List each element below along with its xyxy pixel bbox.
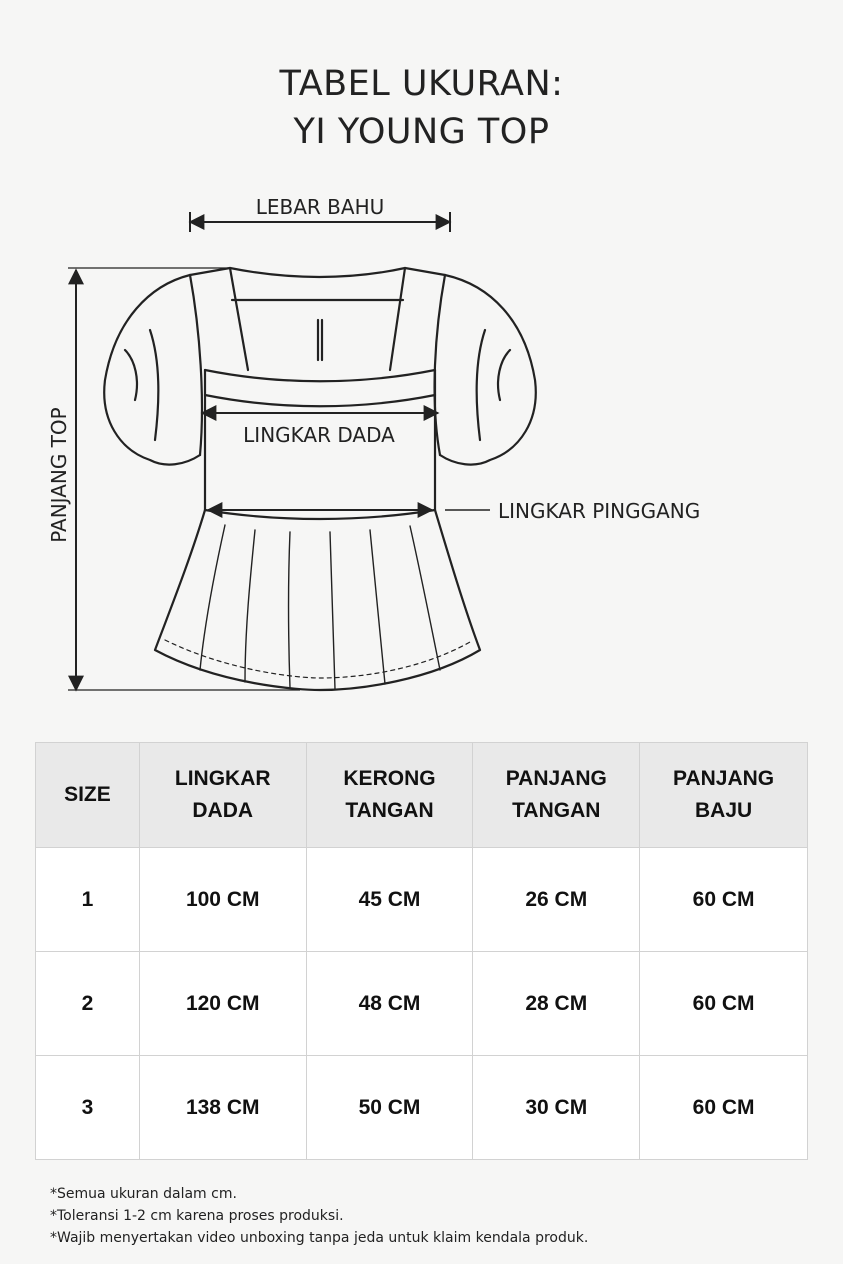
- header-armhole-line-2: TANGAN: [345, 799, 434, 822]
- size-table: [35, 742, 808, 1160]
- table-header-row: [36, 743, 808, 848]
- header-sleeve-length-line-1: PANJANG: [505, 767, 607, 790]
- top-illustration: [0, 170, 843, 710]
- waist-label: LINGKAR PINGGANG: [498, 499, 701, 523]
- cell-armhole: 48 CM: [306, 952, 473, 1056]
- footnote-line: *Wajib menyertakan video unboxing tanpa jeda untuk klaim kendala produk.: [50, 1230, 589, 1246]
- chest-label: LINGKAR DADA: [243, 423, 395, 447]
- header-chest-line-1: LINGKAR: [174, 767, 271, 790]
- footnote-line: *Toleransi 1-2 cm karena proses produksi.: [50, 1208, 344, 1224]
- cell-armhole: 45 CM: [306, 848, 473, 952]
- footnotes: [50, 1183, 588, 1249]
- header-size-label: SIZE: [64, 783, 111, 806]
- cell-sleeve-length: 28 CM: [473, 952, 640, 1056]
- garment-outline: [104, 268, 536, 690]
- header-armhole-line-1: KERONG: [343, 767, 436, 790]
- cell-armhole: 50 CM: [306, 1056, 473, 1160]
- cell-sleeve-length: 26 CM: [473, 848, 640, 952]
- header-chest-line-2: DADA: [192, 799, 254, 822]
- cell-chest: 138 CM: [139, 1056, 306, 1160]
- shoulder-width-label: LEBAR BAHU: [255, 195, 385, 219]
- table-row: [36, 848, 808, 952]
- header-chest: [139, 743, 306, 848]
- footnote-line: *Semua ukuran dalam cm.: [50, 1186, 237, 1202]
- table-row: [36, 1056, 808, 1160]
- header-sleeve-length-line-2: TANGAN: [512, 799, 601, 822]
- header-body-length: [640, 743, 808, 848]
- cell-chest: 120 CM: [139, 952, 306, 1056]
- cell-sleeve-length: 30 CM: [473, 1056, 640, 1160]
- cell-size: 2: [36, 952, 140, 1056]
- header-sleeve-length: [473, 743, 640, 848]
- table-row: [36, 952, 808, 1056]
- cell-body-length: 60 CM: [640, 848, 808, 952]
- header-size: [36, 743, 140, 848]
- garment-diagram: [0, 170, 843, 710]
- cell-chest: 100 CM: [139, 848, 306, 952]
- cell-size: 1: [36, 848, 140, 952]
- page-title-line-1: TABEL UKURAN:: [279, 64, 564, 104]
- length-label: PANJANG TOP: [47, 407, 71, 543]
- header-armhole: [306, 743, 473, 848]
- header-body-length-line-2: BAJU: [694, 799, 753, 822]
- cell-size: 3: [36, 1056, 140, 1160]
- page-title-line-2: YI YOUNG TOP: [293, 112, 550, 152]
- cell-body-length: 60 CM: [640, 1056, 808, 1160]
- header-body-length-line-1: PANJANG: [673, 767, 775, 790]
- cell-body-length: 60 CM: [640, 952, 808, 1056]
